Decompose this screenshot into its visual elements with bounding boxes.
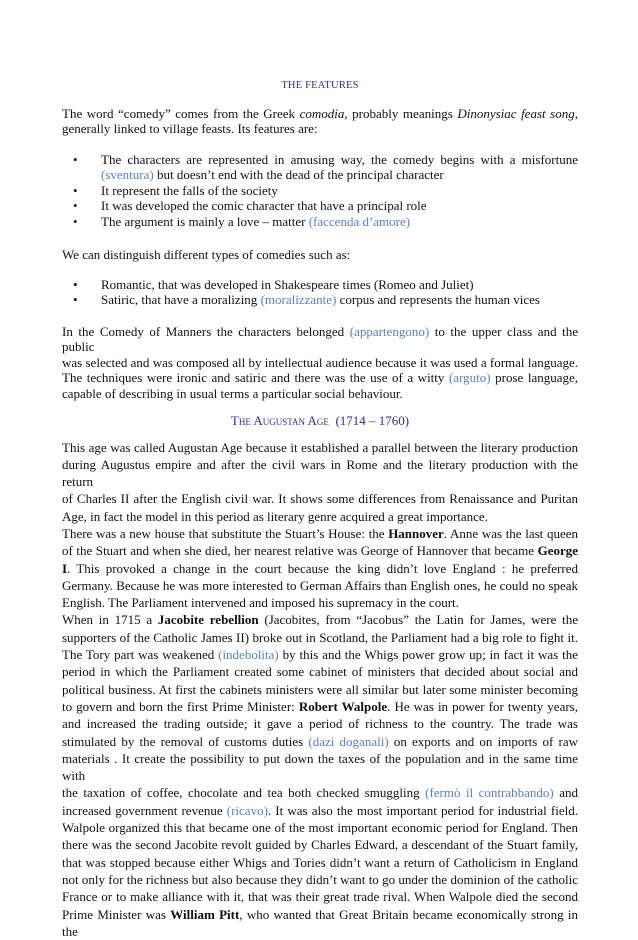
text-line	[101, 198, 578, 214]
text-run: and	[554, 785, 578, 800]
text-line	[62, 802, 578, 819]
section-title-features: THE FEATURES	[62, 78, 578, 94]
text-run: the taxation of coffee, chocolate and tea both checked smuggling	[62, 785, 425, 800]
text-line	[62, 611, 578, 628]
paragraph-augustan-body	[62, 439, 578, 940]
augustan-dates: (1714 – 1760)	[335, 413, 409, 428]
list-item	[62, 183, 578, 199]
text-line	[101, 152, 578, 168]
bold-term: Robert Walpole	[299, 699, 387, 714]
text-run: We can distinguish different types of comedies such as:	[62, 247, 350, 262]
text-run: (Jacobites, from “Jacobus” the Latin for James, were the	[259, 612, 578, 627]
bold-term: Hannover	[388, 526, 444, 541]
text-run: period in which the Parliament created some cabinet of ministers that decided about social and	[62, 664, 578, 679]
text-line	[62, 355, 578, 371]
list-item	[62, 292, 578, 308]
italian-gloss: (appartengono)	[350, 324, 429, 339]
bullet-icon: •	[73, 183, 78, 199]
italian-gloss: (indebolita)	[218, 647, 279, 662]
text-line	[101, 183, 578, 199]
text-line	[62, 370, 578, 386]
text-run: generally linked to village feasts. Its features are:	[62, 121, 318, 136]
text-run: ,	[575, 106, 578, 121]
bullet-icon: •	[73, 277, 78, 293]
text-line	[101, 167, 578, 183]
text-run: corpus and represents the human vices	[336, 292, 540, 307]
text-line	[62, 525, 578, 542]
text-line	[62, 819, 578, 836]
text-run: political business. At first the cabinets ministers were all similar but later some minister becoming	[62, 682, 578, 697]
bold-term: I	[62, 561, 67, 576]
list-item	[62, 277, 578, 293]
text-run: . He was in power for twenty years,	[387, 699, 578, 714]
text-run: there was the second Jacobite revolt guided by Charles Edward, a descendant of the Stuart family,	[62, 837, 578, 852]
text-run: France or to make alliance with it, that was their great trade rival. When Walpole died the second	[62, 889, 578, 904]
text-run: Walpole organized this that became one of the most important economic period for England. Then	[62, 820, 578, 835]
paragraph-comedy-of-manners	[62, 324, 578, 402]
text-line	[62, 121, 578, 137]
text-run: There was a new house that substitute the Stuart’s House: the	[62, 526, 388, 541]
text-line	[62, 324, 578, 355]
text-run: It was developed the comic character that have a principal role	[101, 198, 427, 213]
text-line	[62, 542, 578, 559]
text-run: not only for the richness but also because they didn’t want to go under the dominion of the catholic	[62, 872, 578, 887]
text-line	[62, 629, 578, 646]
text-run: supporters of the Catholic James II) broke out in Scotland, the Parliament had a big role to fight it.	[62, 630, 578, 645]
text-run: materials . It create the possibility to put down the taxes of the population and in the same time with	[62, 751, 578, 783]
text-line	[62, 594, 578, 611]
list-item	[62, 152, 578, 183]
text-run: by this and the Whigs power grow up; in fact it was the	[279, 647, 578, 662]
text-line	[62, 386, 578, 402]
text-run: but doesn’t end with the dead of the principal character	[154, 167, 444, 182]
text-run: The Tory part was weakened	[62, 647, 218, 662]
text-run: to govern and born the first Prime Minister:	[62, 699, 299, 714]
text-line	[62, 854, 578, 871]
text-run: Germany. Because he was more interested to German Affairs than English ones, he could no speak	[62, 578, 578, 593]
text-run: Romantic, that was developed in Shakespeare times (Romeo and Juliet)	[101, 277, 474, 292]
text-line	[62, 456, 578, 491]
text-run: When in 1715 a	[62, 612, 158, 627]
text-run: capable of describing in usual terms a particular social behaviour.	[62, 386, 403, 401]
text-line	[62, 106, 578, 122]
text-run: , who wanted that Great Britain became economically strong in the	[62, 907, 578, 939]
text-run: of Charles II after the English civil war. It shows some differences from Renaissance and Puritan	[62, 491, 578, 506]
text-line	[101, 214, 578, 230]
italian-gloss: (sventura)	[101, 167, 154, 182]
text-run: The characters are represented in amusing way, the comedy begins with a misfortune	[101, 152, 578, 167]
text-run: Satiric, that have a moralizing	[101, 292, 261, 307]
text-line	[62, 508, 578, 525]
text-run: English. The Parliament intervened and imposed his supremacy in the court.	[62, 595, 459, 610]
text-run: to the upper class and the public	[62, 324, 578, 355]
text-run: It represent the falls of the society	[101, 183, 278, 198]
text-run: The argument is mainly a love – matter	[101, 214, 309, 229]
italian-gloss: (moralizzante)	[261, 292, 337, 307]
document-page	[62, 0, 578, 940]
italian-gloss: (fermò il contrabbando)	[425, 785, 554, 800]
text-line	[62, 577, 578, 594]
italic-term: Dinonysiac feast song	[457, 106, 574, 121]
bullet-icon: •	[73, 292, 78, 308]
text-run: stimulated by the removal of customs duties	[62, 734, 308, 749]
text-run: . This provoked a change in the court because the king didn’t love England : he preferred	[67, 561, 578, 576]
paragraph-intro	[62, 106, 578, 137]
text-line	[62, 560, 578, 577]
text-line	[101, 292, 578, 308]
text-run: increased government revenue	[62, 803, 227, 818]
bold-term: George	[538, 543, 578, 558]
text-run: , probably meanings	[344, 106, 457, 121]
text-line	[62, 715, 578, 732]
text-run: of the Stuart and when she died, her nearest relative was George of Hannover that became	[62, 543, 538, 558]
text-run: was selected and was composed all by intellectual audience because it was used a formal language.	[62, 355, 578, 370]
text-run: The techniques were ironic and satiric and there was the use of a witty	[62, 370, 449, 385]
augustan-title: The Augustan Age	[231, 413, 329, 428]
text-line	[62, 750, 578, 785]
text-run: during Augustus empire and after the civil wars in Rome and the literary production with the return	[62, 457, 578, 489]
text-line	[62, 490, 578, 507]
features-list	[62, 152, 578, 230]
text-run: The word “comedy” comes from the Greek	[62, 106, 300, 121]
text-line	[62, 247, 578, 263]
text-run: and increased the trading outside; it gave a period of richness to the country. The trade was	[62, 716, 578, 731]
bullet-icon: •	[73, 152, 78, 168]
bold-term: William Pitt	[170, 907, 239, 922]
italian-gloss: (faccenda d’amore)	[309, 214, 410, 229]
text-run: This age was called Augustan Age because it established a parallel between the literary production	[62, 440, 578, 455]
text-run: . It was also the most important period for industrial field.	[268, 803, 578, 818]
text-line	[62, 871, 578, 888]
italic-term: comodia	[300, 106, 345, 121]
text-line	[62, 698, 578, 715]
text-line	[62, 681, 578, 698]
text-line	[62, 784, 578, 801]
text-line	[62, 439, 578, 456]
text-run: Prime Minister was	[62, 907, 170, 922]
text-run: that was stopped because either Whigs and Tories didn’t want a return of Catholicism in England	[62, 855, 578, 870]
italian-gloss: (dazi doganali)	[308, 734, 388, 749]
text-run: on exports and on imports of raw	[389, 734, 578, 749]
text-line	[62, 906, 578, 940]
text-run: In the Comedy of Manners the characters belonged	[62, 324, 350, 339]
text-run: Age, in fact the model in this period as literary genre acquired a great importance.	[62, 509, 488, 524]
list-item	[62, 198, 578, 214]
paragraph-types-intro	[62, 247, 578, 263]
list-item	[62, 214, 578, 230]
text-line	[101, 277, 578, 293]
text-line	[62, 733, 578, 750]
italian-gloss: (arguto)	[449, 370, 491, 385]
text-line	[62, 646, 578, 663]
types-list	[62, 277, 578, 308]
text-run: . Anne was the last queen	[444, 526, 578, 541]
text-run: prose language,	[491, 370, 578, 385]
bold-term: Jacobite rebellion	[158, 612, 259, 627]
bullet-icon: •	[73, 198, 78, 214]
section-title-augustan-age	[62, 413, 578, 429]
text-line	[62, 836, 578, 853]
text-line	[62, 663, 578, 680]
italian-gloss: (ricavo)	[227, 803, 268, 818]
bullet-icon: •	[73, 214, 78, 230]
